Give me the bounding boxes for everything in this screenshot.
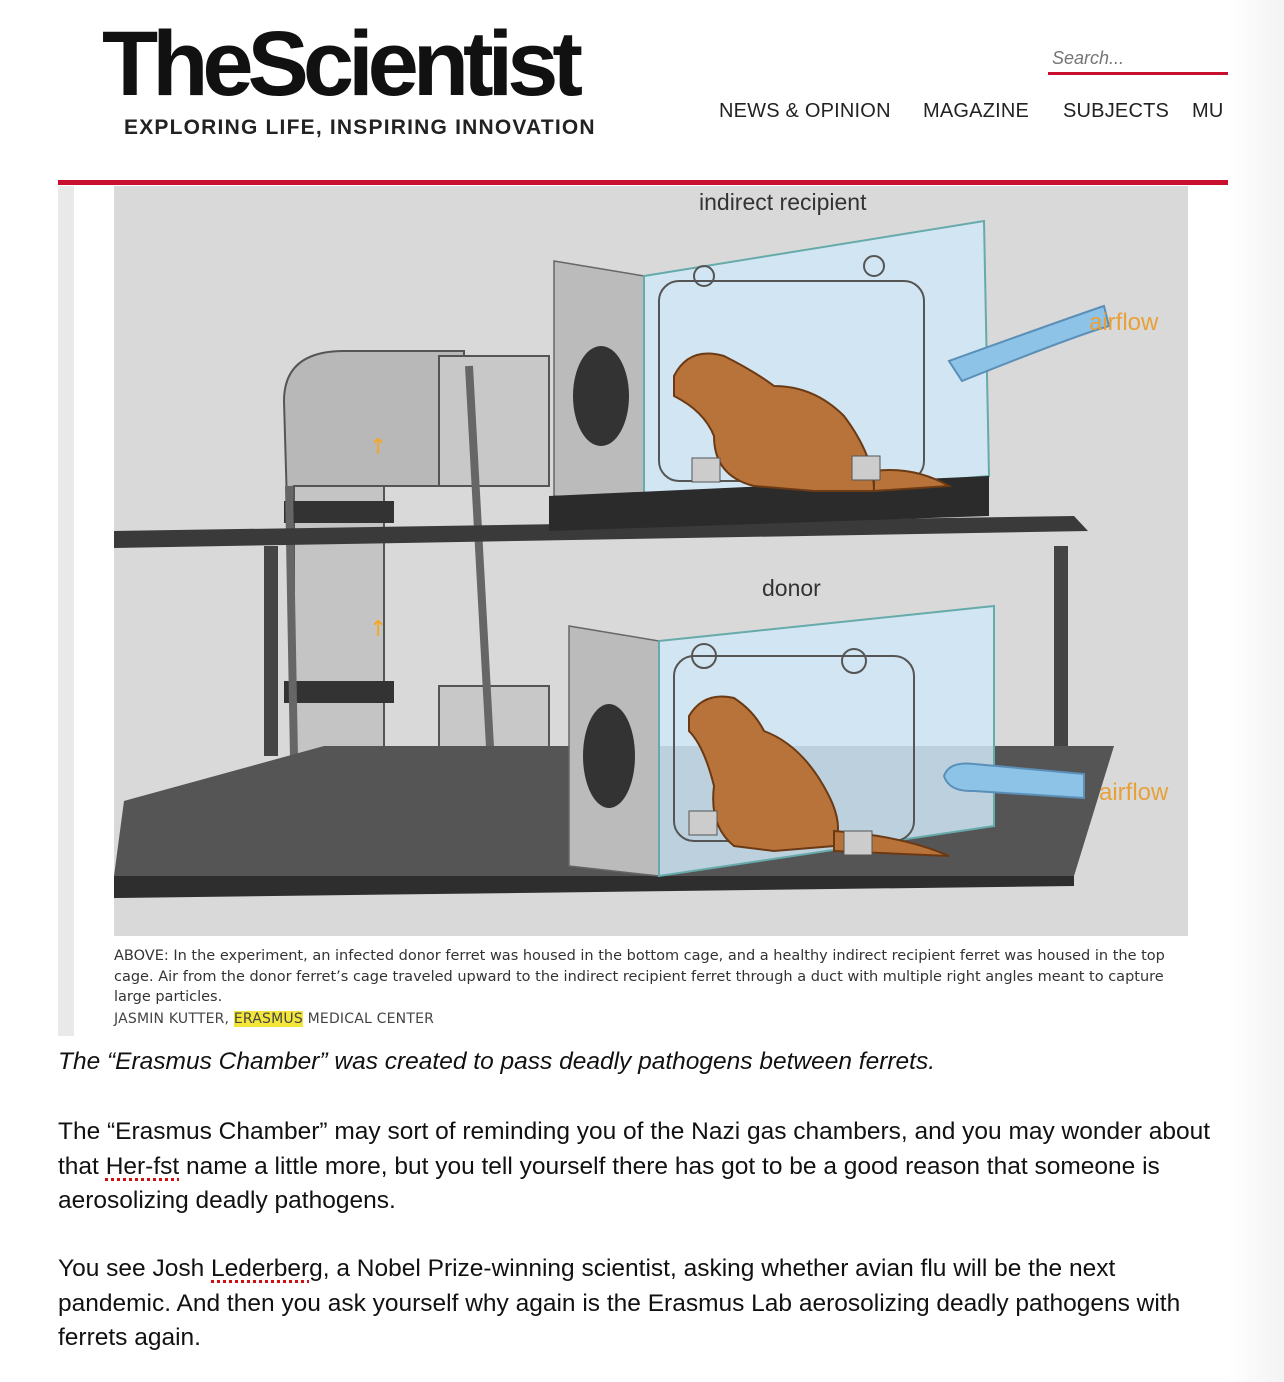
misspelled-word[interactable]: Lederberg [211, 1255, 323, 1282]
label-airflow-bottom: airflow [1099, 779, 1169, 806]
paragraph-1-text-b: name a little more, but you tell yourself there has got to be a good reason that someone is aerosolizing deadly pathogens. [58, 1152, 1160, 1214]
search-input[interactable] [1048, 44, 1236, 75]
label-airflow-top: airflow [1089, 309, 1159, 336]
credit-institution: MEDICAL CENTER [302, 1011, 435, 1027]
credit-name: JASMIN KUTTER, [114, 1011, 234, 1027]
misspelled-word[interactable]: Her-fst [105, 1152, 180, 1180]
site-logo[interactable]: TheScientist [102, 13, 578, 115]
paragraph-2-text-b: , a Nobel Prize-winning scientist, asking whether avian flu will be the next pandemic. And then you ask yourself why again is the Erasmus Lab aerosolizing deadly pathogens with ferrets again. [58, 1255, 1181, 1351]
svg-text:↑: ↑ [369, 617, 388, 642]
article-paragraph-1 [58, 1115, 1218, 1219]
label-indirect-recipient: indirect recipient [699, 189, 867, 215]
figure-frame [58, 186, 74, 1036]
paragraph-2-text-a: You see Josh [58, 1255, 212, 1282]
page-edge-shadow [1228, 0, 1284, 1382]
paragraph-1-text-a: The “Erasmus Chamber” may sort of reminding you of the Nazi gas chambers, and you may wonder about that [58, 1118, 1211, 1180]
nav-magazine[interactable]: MAGAZINE [923, 100, 1030, 122]
nav-news-opinion[interactable]: NEWS & OPINION [719, 100, 891, 122]
figure-note: The “Erasmus Chamber” was created to pass deadly pathogens between ferrets. [58, 1048, 935, 1075]
svg-text:↑: ↑ [369, 435, 388, 460]
label-donor: donor [762, 575, 821, 601]
nav-subjects[interactable]: SUBJECTS [1063, 100, 1170, 122]
credit-highlight: ERASMUS [233, 1011, 303, 1027]
site-tagline: EXPLORING LIFE, INSPIRING INNOVATION [124, 116, 596, 139]
experiment-illustration [114, 186, 1188, 936]
figure-caption: ABOVE: In the experiment, an infected donor ferret was housed in the bottom cage, and a healthy indirect recipient ferret was housed in the top cage. Air from the donor ferret’s cage traveled upward to the indirect recipient ferret through a duct with multiple right angles meant to capture large particles. [114, 948, 1165, 1005]
figure-credit [114, 1011, 434, 1027]
header-divider [58, 180, 1228, 185]
nav-more[interactable]: MU [1192, 100, 1224, 122]
article-paragraph-2 [58, 1252, 1218, 1356]
